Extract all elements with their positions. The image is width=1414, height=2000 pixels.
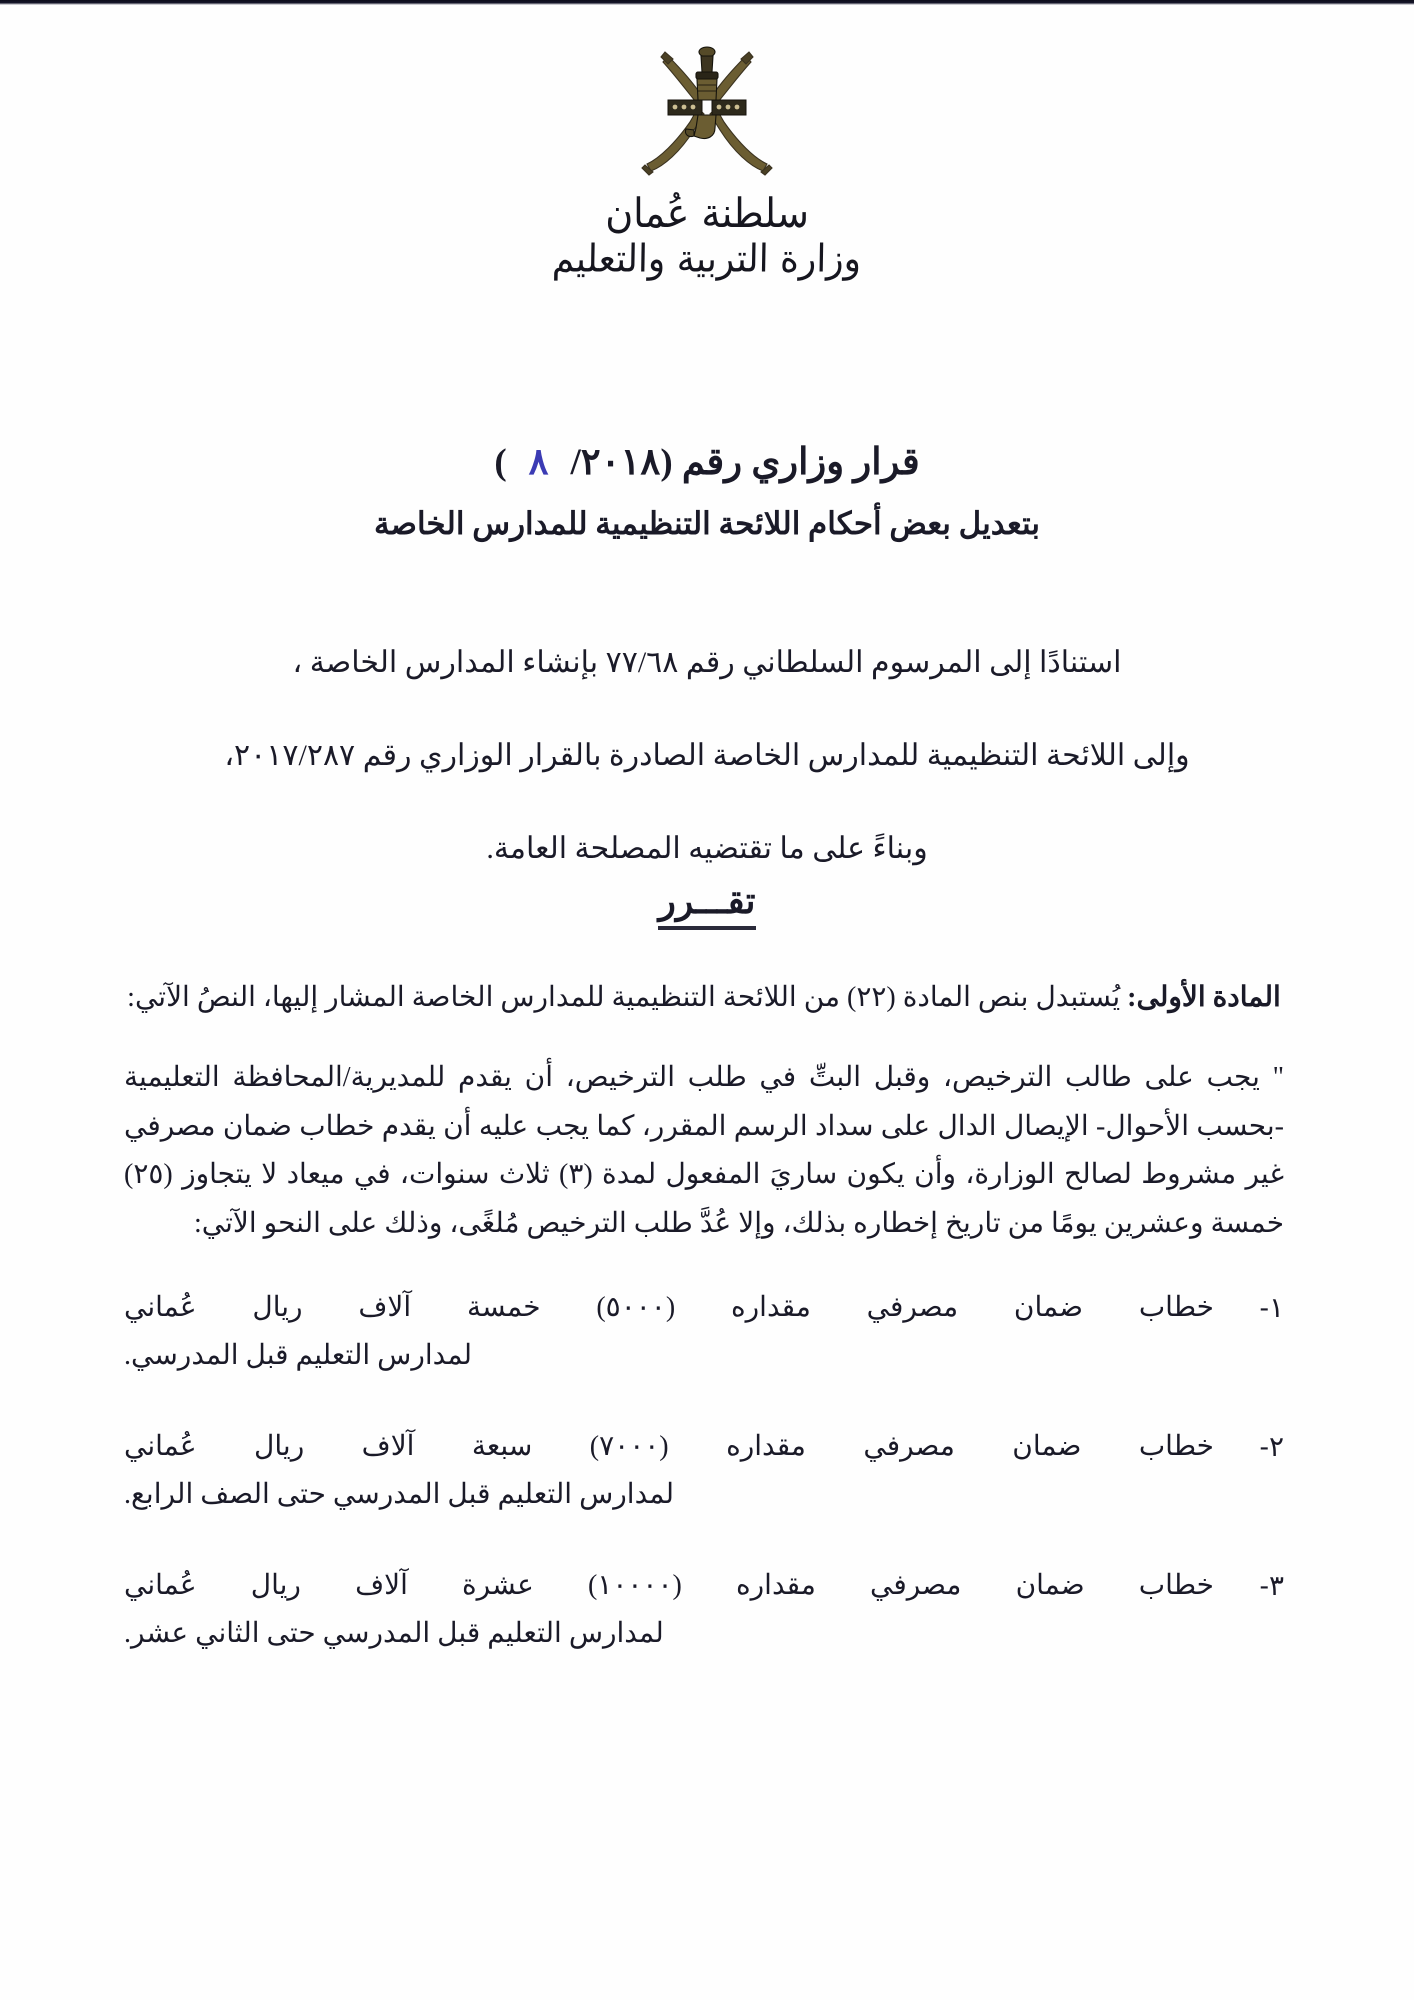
scan-edge bbox=[0, 0, 1414, 5]
ministry-calligraphy: وزارة التربية والتعليم bbox=[552, 237, 862, 281]
article-one-text: يُستبدل بنص المادة (٢٢) من اللائحة التنظيمية للمدارس الخاصة المشار إليها، النصُ الآتي: bbox=[127, 982, 1128, 1013]
list-item-marker: ٣- bbox=[1259, 1569, 1284, 1603]
list-item-marker: ١- bbox=[1259, 1291, 1284, 1325]
title-prefix: قرار وزاري رقم ( bbox=[660, 442, 920, 483]
preamble-section bbox=[116, 640, 1298, 919]
article-one-paragraph bbox=[124, 975, 1284, 1020]
list-item-body bbox=[124, 1562, 1214, 1657]
list-item bbox=[124, 1562, 1284, 1657]
document-body bbox=[124, 975, 1284, 1702]
list-item bbox=[124, 1423, 1284, 1518]
preamble-line: وإلى اللائحة التنظيمية للمدارس الخاصة الصادرة بالقرار الوزاري رقم ٢٠١٧/٢٨٧، bbox=[224, 739, 1190, 772]
document-header bbox=[0, 38, 1414, 280]
page-subtitle: بتعديل بعض أحكام اللائحة التنظيمية للمدارس الخاصة bbox=[374, 505, 1040, 541]
list-item-line-secondary: لمدارس التعليم قبل المدرسي حتى الثاني عشر. bbox=[124, 1618, 664, 1650]
list-item-marker: ٢- bbox=[1259, 1430, 1284, 1464]
title-block bbox=[0, 437, 1414, 545]
list-item-body bbox=[124, 1423, 1214, 1518]
page-title bbox=[0, 437, 1414, 488]
country-calligraphy: سلطنة عُمان bbox=[605, 189, 809, 237]
resolves-heading: تقـــرر bbox=[658, 880, 755, 930]
list-item-line-primary: خطاب ضمان مصرفي مقداره (١٠٠٠٠) عشرة آلاف ريال عُماني bbox=[124, 1570, 1214, 1602]
guarantee-item-list bbox=[124, 1284, 1284, 1658]
list-item-line-primary: خطاب ضمان مصرفي مقداره (٥٠٠٠) خمسة آلاف ريال عُماني bbox=[124, 1292, 1214, 1324]
list-item-line-secondary: لمدارس التعليم قبل المدرسي حتى الصف الرابع. bbox=[124, 1478, 674, 1510]
list-item-line-primary: خطاب ضمان مصرفي مقداره (٧٠٠٠) سبعة آلاف ريال عُماني bbox=[124, 1431, 1214, 1463]
preamble-line: استنادًا إلى المرسوم السلطاني رقم ٧٧/٦٨ بإنشاء المدارس الخاصة ، bbox=[292, 646, 1122, 679]
list-item-body bbox=[124, 1284, 1214, 1379]
quoted-article-text: " يجب على طالب الترخيص، وقبل البتِّ في طلب الترخيص، أن يقدم للمديرية/المحافظة التعليمية -بحسب الأحوال- الإيصال الدال على سداد الرسم المقرر، كما يجب عليه أن يقدم خطاب ضمان مصرفي غير مشروط لصالح الوزارة، وأن يكون ساريَ المفعول لمدة (٣) ثلاث سنوات، في ميعاد لا يتجاوز (٢٥) خمسة وعشرين يومًا من تاريخ إخطاره بذلك، وإلا عُدَّ طلب الترخيص مُلغًى، وذلك على النحو الآتي: bbox=[124, 1062, 1284, 1239]
preamble-line: وبناءً على ما تقتضيه المصلحة العامة. bbox=[486, 832, 928, 865]
oman-national-emblem-khanjar-icon bbox=[632, 38, 782, 190]
title-suffix: /٢٠١٨) bbox=[494, 442, 661, 483]
resolves-heading-wrap bbox=[0, 880, 1414, 930]
decision-number-handwritten: ٨ bbox=[528, 439, 549, 483]
list-item-line-secondary: لمدارس التعليم قبل المدرسي. bbox=[124, 1339, 473, 1371]
article-one-label: المادة الأولى: bbox=[1127, 982, 1281, 1013]
list-item bbox=[124, 1284, 1284, 1379]
